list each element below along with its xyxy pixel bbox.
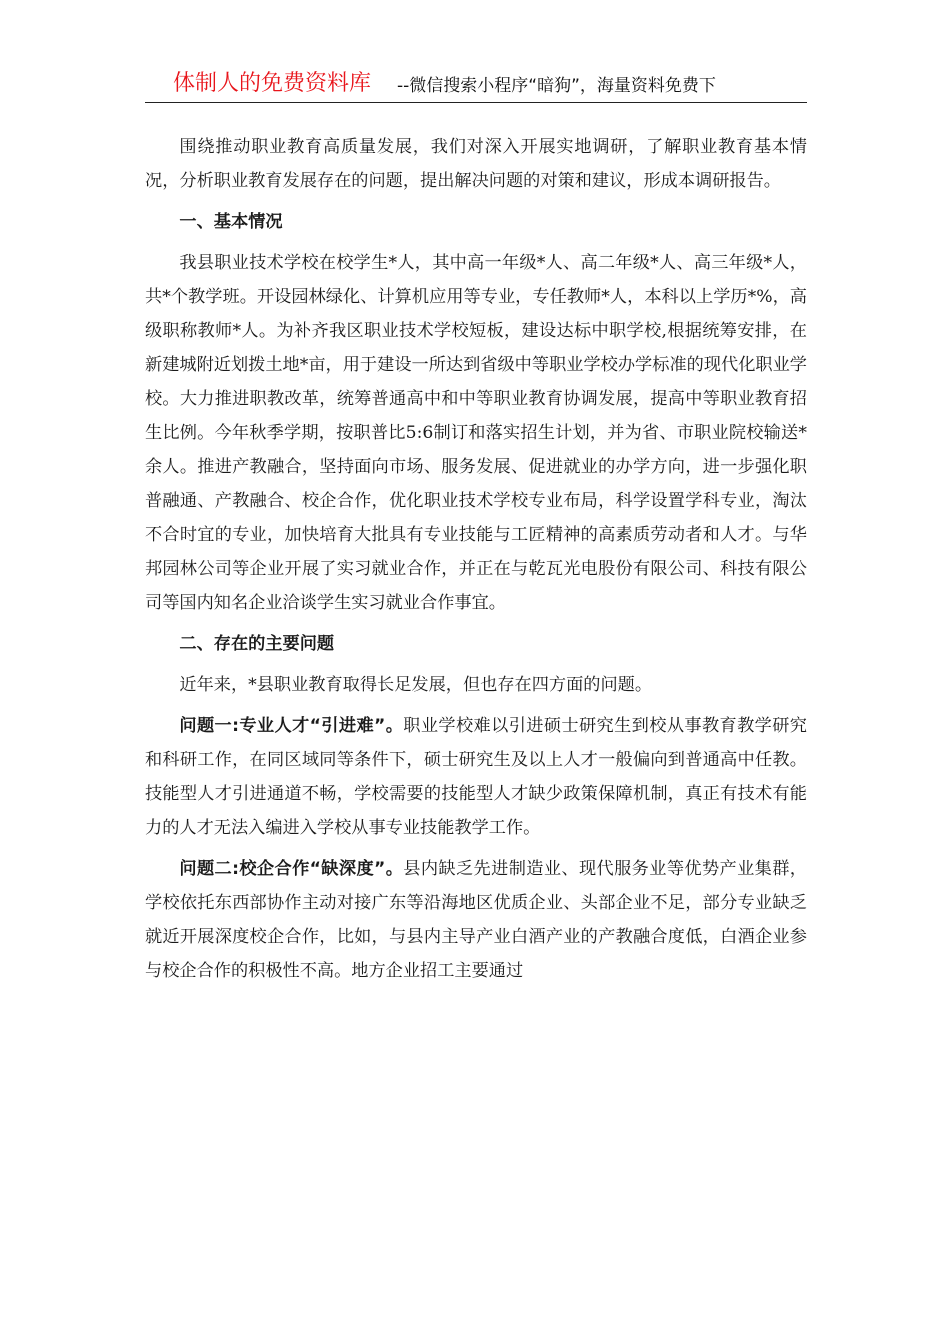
- problem-two-body: 县内缺乏先进制造业、现代服务业等优势产业集群，学校依托东西部协作主动对接广东等沿海地区优质企业、头部企业不足，部分专业缺乏就近开展深度校企合作，比如，与县内主导产业白酒产业的产教融合度低，白酒企业参与校企合作的积极性不高。地方企业招工主要通过: [145, 859, 807, 981]
- problems-intro-paragraph: 近年来，*县职业教育取得长足发展，但也存在四方面的问题。: [179, 675, 653, 695]
- header-subtitle: --微信搜索小程序“暗狗”，海量资料免费下: [397, 76, 716, 96]
- section-heading-problems: 二、存在的主要问题: [179, 634, 335, 654]
- problem-one-lead: 问题一:专业人才“引进难”。: [179, 716, 404, 736]
- problem-one-body: 职业学校难以引进硕士研究生到校从事教育教学研究和科研工作，在同区域同等条件下，硕士研究生及以上人才一般偏向到普通高中任教。技能型人才引进通道不畅，学校需要的技能型人才缺少政策保障机制，真正有技术有能力的人才无法入编进入学校从事专业技能教学工作。: [145, 716, 807, 838]
- problem-two-lead: 问题二:校企合作“缺深度”。: [179, 859, 404, 879]
- document-body: [145, 130, 807, 995]
- basic-situation-paragraph: 我县职业技术学校在校学生*人，其中高一年级*人、高二年级*人、高三年级*人，共*个教学班。开设园林绿化、计算机应用等专业，专任教师*人，本科以上学历*%，高级职称教师*人。为补齐我区职业技术学校短板，建设达标中职学校,根据统筹安排，在新建城附近划拨土地*亩，用于建设一所达到省级中等职业学校办学标准的现代化职业学校。大力推进职教改革，统筹普通高中和中等职业教育协调发展，提高中等职业教育招生比例。今年秋季学期，按职普比5:6制订和落实招生计划，并为省、市职业院校输送*余人。推进产教融合，坚持面向市场、服务发展、促进就业的办学方向，进一步强化职普融通、产教融合、校企合作，优化职业技术学校专业布局，科学设置学科专业，淘汰不合时宜的专业，加快培育大批具有专业技能与工匠精神的高素质劳动者和人才。与华邦园林公司等企业开展了实习就业合作，并正在与乾瓦光电股份有限公司、科技有限公司等国内知名企业洽谈学生实习就业合作事宜。: [145, 253, 807, 613]
- page-header: [145, 70, 807, 103]
- header-title: 体制人的免费资料库: [173, 71, 372, 96]
- intro-paragraph: 围绕推动职业教育高质量发展，我们对深入开展实地调研，了解职业教育基本情况，分析职业教育发展存在的问题，提出解决问题的对策和建议，形成本调研报告。: [145, 137, 807, 191]
- section-heading-basic: 一、基本情况: [179, 212, 283, 232]
- problem-one-paragraph: [145, 709, 807, 845]
- problem-two-paragraph: [145, 852, 807, 988]
